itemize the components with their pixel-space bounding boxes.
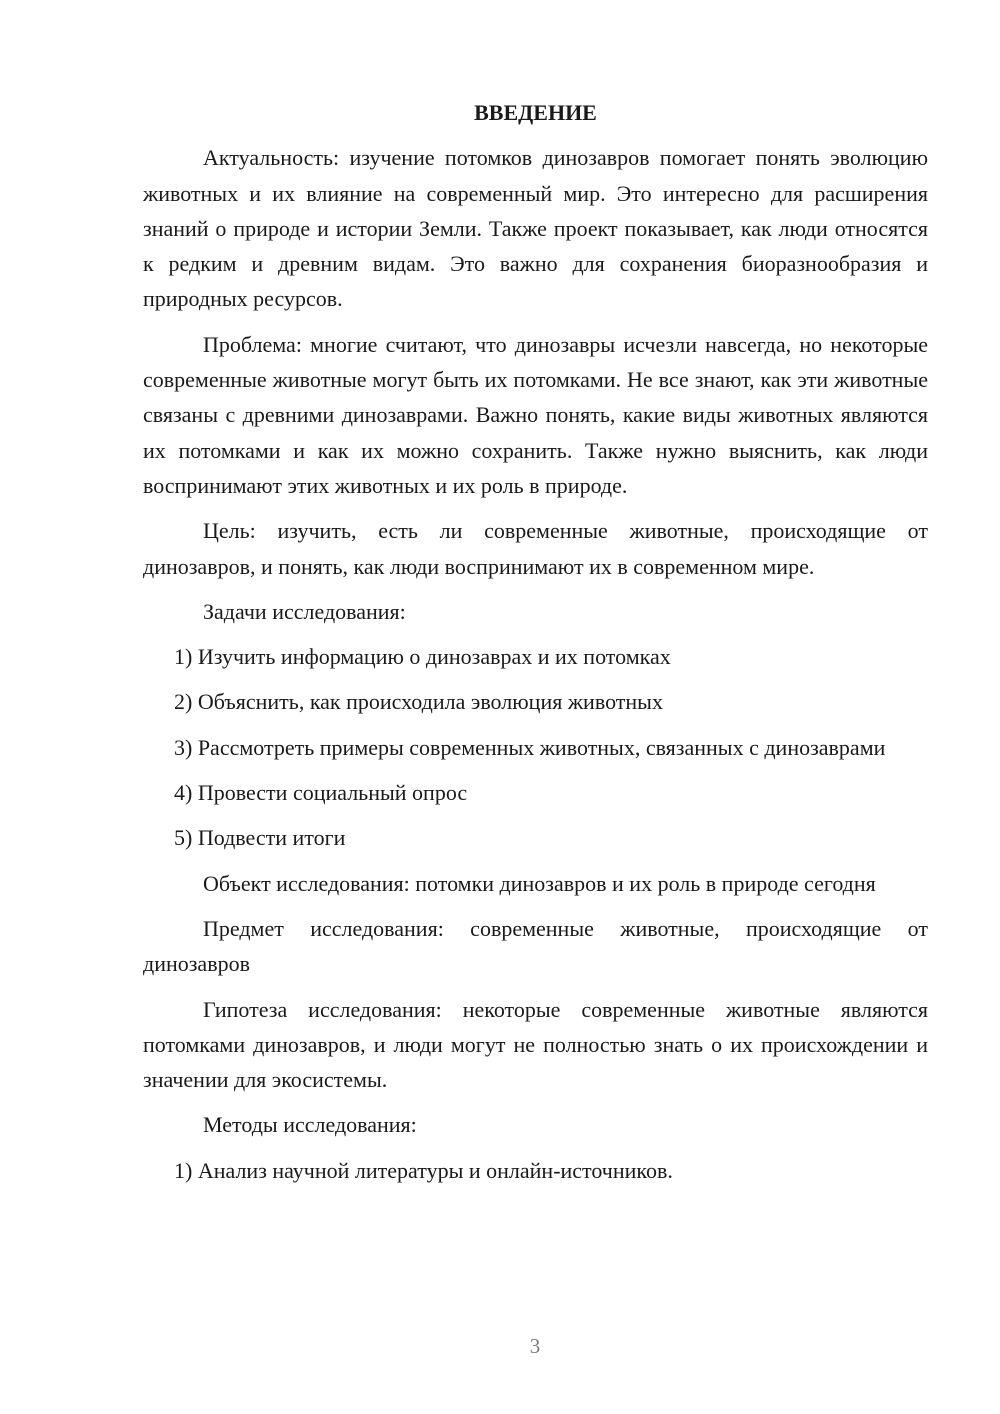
document-page (143, 95, 928, 1198)
task-item-3: 3) Рассмотреть примеры современных животных, связанных с динозаврами (174, 734, 886, 760)
task-item-5: 5) Подвести итоги (174, 825, 346, 851)
task-item-4: 4) Провести социальный опрос (174, 780, 468, 806)
task-item-2: 2) Объяснить, как происходила эволюция животных (174, 689, 663, 715)
paragraph-relevance: Актуальность: изучение потомков динозавров помогает понять эволюцию животных и их влияние на современный мир. Это интересно для расширения знаний о природе и истории Земли. Также проект показывает, как люди относятся к редким и древним видам. Это важно для сохранения биоразнообразия и природных ресурсов. (143, 145, 928, 312)
paragraph-object: Объект исследования: потомки динозавров и их роль в природе сегодня (203, 870, 876, 896)
paragraph-hypothesis: Гипотеза исследования: некоторые современные животные являются потомками динозавров, и люди могут не полностью знать о их происхождении и значении для экосистемы. (143, 996, 928, 1093)
section-title: ВВЕДЕНИЕ (474, 100, 597, 125)
paragraph-goal: Цель: изучить, есть ли современные животные, происходящие от динозавров, и понять, как люди воспринимают их в современном мире. (143, 518, 928, 579)
tasks-heading: Задачи исследования: (203, 598, 406, 624)
paragraph-problem: Проблема: многие считают, что динозавры исчезли навсегда, но некоторые современные животные могут быть их потомками. Не все знают, как эти животные связаны с древними динозаврами. Важно понять, какие виды животных являются их потомками и как их можно сохранить. Также нужно выяснить, как люди воспринимают этих животных и их роль в природе. (143, 331, 928, 498)
page-number: 3 (529, 1334, 541, 1358)
task-item-1: 1) Изучить информацию о динозаврах и их потомках (174, 644, 671, 670)
methods-heading: Методы исследования: (203, 1112, 417, 1138)
paragraph-subject: Предмет исследования: современные животные, происходящие от динозавров (143, 915, 928, 977)
method-item-1: 1) Анализ научной литературы и онлайн-источников. (174, 1157, 673, 1183)
